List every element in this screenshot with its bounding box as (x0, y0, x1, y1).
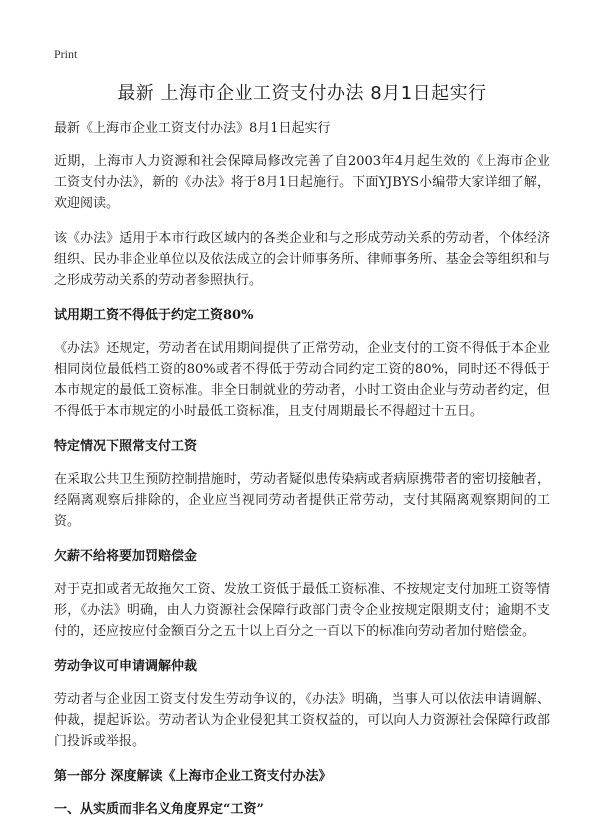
section-body-disputes: 劳动者与企业因工资支付发生劳动争议的，《办法》明确，当事人可以依法申请调解、仲裁，提起诉讼。劳动者认为企业侵犯其工资权益的，可以向人力资源社会保障行政部门投诉或举报。 (54, 692, 550, 749)
article-title: 最新 上海市企业工资支付办法 8月1日起实行 (117, 83, 487, 104)
section-heading-disputes: 劳动争议可申请调解仲裁 (54, 659, 198, 674)
section-heading-probation: 试用期工资不得低于约定工资80% (54, 308, 254, 323)
article-body (54, 118, 550, 832)
section-body-special-cases: 在采取公共卫生预防控制措施时，劳动者疑似患传染病或者病原携带者的密切接触者，经隔离观察后排除的，企业应当视同劳动者提供正常劳动，支付其隔离观察期间的工资。 (54, 472, 550, 529)
print-link[interactable]: Print (54, 47, 78, 61)
intro-paragraph: 近期，上海市人力资源和社会保障局修改完善了自2003年4月起生效的《上海市企业工资支付办法》，新的《办法》将于8月1日起施行。下面YJBYS小编带大家详细了解，欢迎阅读。 (54, 154, 550, 211)
section-heading-special-cases: 特定情况下照常支付工资 (54, 439, 198, 454)
section-body-arrears: 对于克扣或者无故拖欠工资、发放工资低于最低工资标准、不按规定支付加班工资等情形，《办法》明确，由人力资源社会保障行政部门责令企业按规定限期支付；逾期不支付的，还应按应付金额百分之五十以上百分之一百以下的标准向劳动者加付赔偿金。 (54, 582, 550, 639)
section-heading-arrears: 欠薪不给将要加罚赔偿金 (54, 549, 198, 564)
article-subtitle: 最新《上海市企业工资支付办法》8月1日起实行 (54, 121, 331, 136)
part-one-heading: 第一部分 深度解读《上海市企业工资支付办法》 (54, 769, 332, 784)
scope-paragraph: 该《办法》适用于本市行政区域内的各类企业和与之形成劳动关系的劳动者，个体经济组织、民办非企业单位以及依法成立的会计师事务所、律师事务所、基金会等组织和与之形成劳动关系的劳动者参照执行。 (54, 231, 550, 288)
section-body-probation: 《办法》还规定，劳动者在试用期间提供了正常劳动，企业支付的工资不得低于本企业相同岗位最低档工资的80%或者不得低于劳动合同约定工资的80%，同时还不得低于本市规定的最低工资标准。非全日制就业的劳动者，小时工资由企业与劳动者约定，但不得低于本市规定的小时最低工资标准，且支付周期最长不得超过十五日。 (54, 341, 550, 419)
section-one-heading: 一、从实质而非名义角度界定“工资” (54, 802, 264, 817)
